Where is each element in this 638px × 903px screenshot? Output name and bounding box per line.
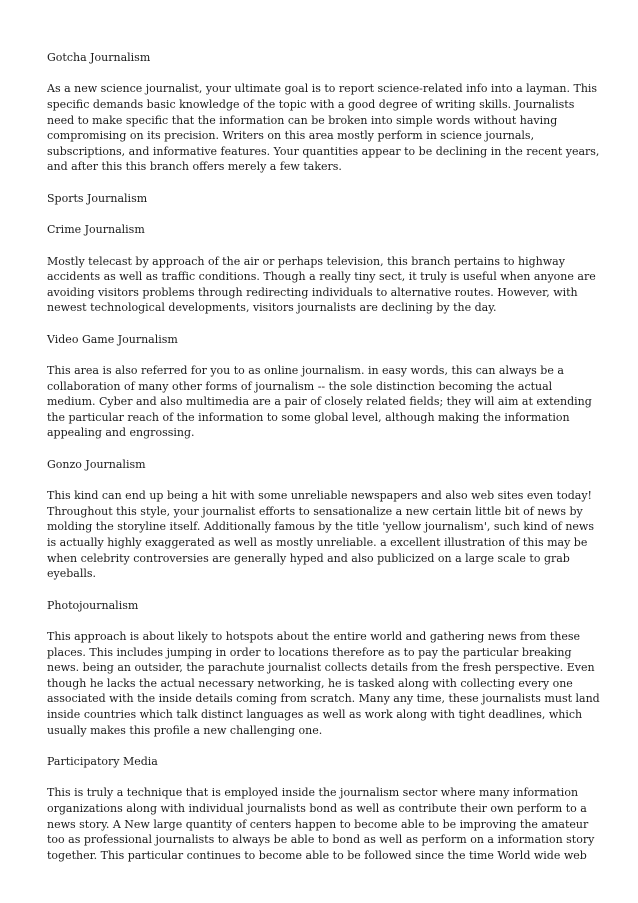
section-heading-crime-journalism: Crime Journalism <box>47 223 145 237</box>
section-heading-video-game-journalism: Video Game Journalism <box>47 332 178 346</box>
section-heading-photojournalism: Photojournalism <box>47 598 139 612</box>
section-body-participatory-media: This is truly a technique that is employed inside the journalism sector where many information organizations along with individual journalists bond as well as contribute their own perform to a news story. A New large quantity of centers happen to become able to be improving the amateur too as professional journalists to always be able to bond as well as perform on a information story together. This particular continues to become able to be followed since the time World wide web <box>47 786 595 862</box>
section-body-photojournalism: This approach is about likely to hotspots about the entire world and gathering news from these places. This includes jumping in order to locations therefore as to pay the particular breaking news. being an outsider, the parachute journalist collects details from the fresh perspective. Even though he lacks the actual necessary networking, he is tasked along with collecting every one associated with the inside details coming from scratch. Many any time, these journalists must land inside countries which talk distinct languages as well as work along with tight deadlines, which usually makes this profile a new challenging one. <box>47 630 600 737</box>
document-page <box>47 50 602 879</box>
section-body-crime-journalism: Mostly telecast by approach of the air or perhaps television, this branch pertains to highway accidents as well as traffic conditions. Though a really tiny sect, it truly is useful when anyone are avoiding visitors problems through redirecting individuals to alternative routes. However, with newest technological developments, visitors journalists are declining by the day. <box>47 254 596 315</box>
section-body-video-game-journalism: This area is also referred for you to as online journalism. in easy words, this can always be a collaboration of many other forms of journalism -- the sole distinction becoming the actual medium. Cyber and also multimedia are a pair of closely related fields; they will aim at extending the particular reach of the information to some global level, although making the information appealing and engrossing. <box>47 364 592 440</box>
section-heading-participatory-media: Participatory Media <box>47 754 158 768</box>
section-heading-gonzo-journalism: Gonzo Journalism <box>47 457 146 471</box>
section-body-gotcha-journalism: As a new science journalist, your ultimate goal is to report science-related info into a layman. This specific demands basic knowledge of the topic with a good degree of writing skills. Journalists need to make specific that the information can be broken into simple words without having compromising on its precision. Writers on this area mostly perform in science journals, subscriptions, and informative features. Your quantities appear to be declining in the recent years, and after this this branch offers merely a few takers. <box>47 82 600 174</box>
section-heading-gotcha-journalism: Gotcha Journalism <box>47 51 151 64</box>
section-body-gonzo-journalism: This kind can end up being a hit with some unreliable newspapers and also web sites even today! Throughout this style, your journalist efforts to sensationalize a new certain little bit of news by molding the storyline itself. Additionally famous by the title 'yellow journalism', such kind of news is actually highly exaggerated as well as mostly unreliable. a excellent illustration of this may be when celebrity controversies are generally hyped and also publicized on a large scale to grab eyeballs. <box>47 489 594 581</box>
section-heading-sports-journalism: Sports Journalism <box>47 191 148 205</box>
